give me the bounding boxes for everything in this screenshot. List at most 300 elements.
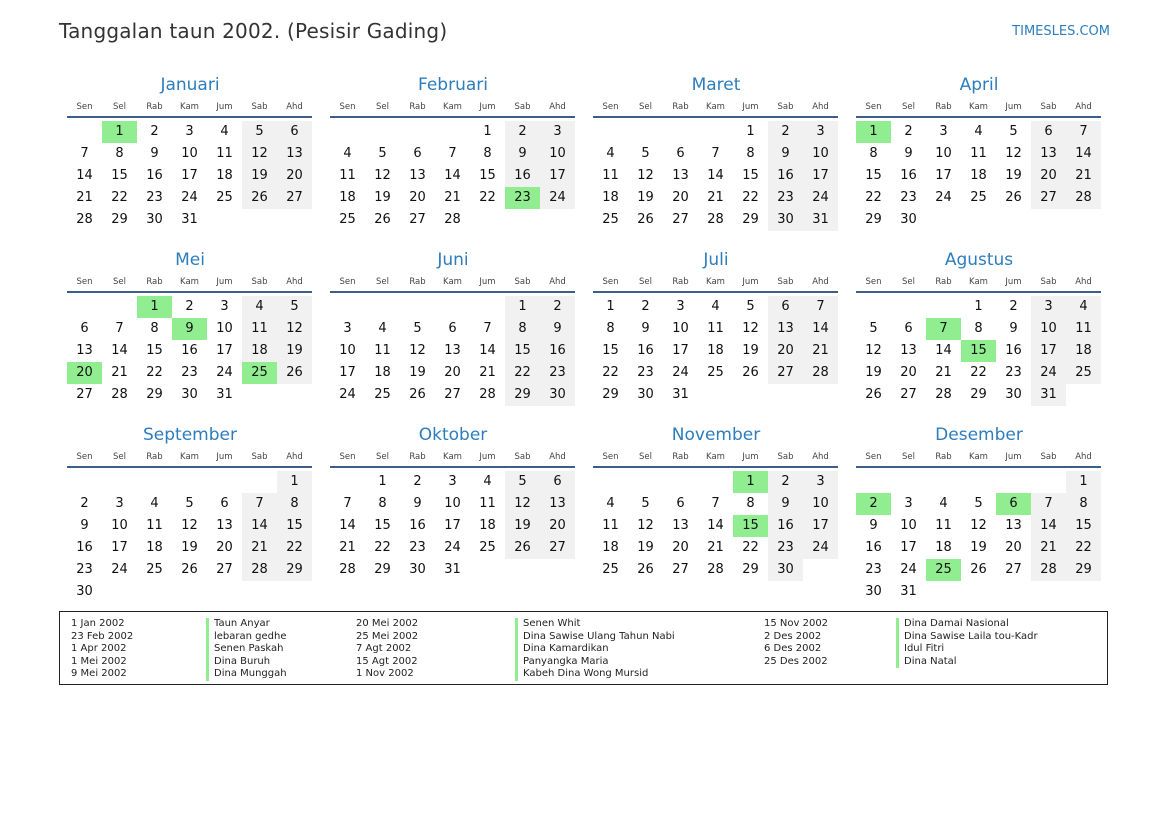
- day-cell: 11: [935, 518, 952, 533]
- day-cell: 26: [637, 562, 654, 577]
- empty-cell: [698, 471, 733, 493]
- day-cell: 27: [216, 562, 233, 577]
- day-cell: 3: [803, 471, 838, 493]
- day-cell: 30: [181, 387, 198, 402]
- day-cell: 4: [974, 124, 983, 139]
- day-cell: 14: [935, 343, 952, 358]
- day-cell: 20: [672, 540, 689, 555]
- weekday-label: Sen: [602, 277, 619, 287]
- day-cell: 9: [505, 143, 540, 165]
- day-cell: 8: [974, 321, 983, 336]
- brand-link[interactable]: TIMESLES.COM: [1012, 24, 1110, 39]
- day-cell: 11: [970, 146, 987, 161]
- day-cell: 4: [606, 146, 615, 161]
- weekday-header: [67, 98, 312, 118]
- day-cell: 2: [540, 296, 575, 318]
- holiday-day-cell: 25: [926, 559, 961, 581]
- holiday-day-cell: 23: [505, 187, 540, 209]
- day-cell: 7: [448, 146, 457, 161]
- weekday-header: [593, 448, 838, 468]
- day-cell: 24: [935, 190, 952, 205]
- day-cell: 16: [181, 343, 198, 358]
- weekday-label: Sab: [514, 277, 531, 287]
- days-grid: [593, 121, 838, 231]
- empty-cell: [891, 471, 926, 493]
- month-name: Agustus: [944, 250, 1014, 270]
- day-cell: 21: [707, 540, 724, 555]
- day-cell: 12: [970, 518, 987, 533]
- day-cell: 15: [277, 515, 312, 537]
- page-title: Tanggalan taun 2002. (Pesisir Gading): [59, 19, 448, 43]
- day-cell: 17: [900, 540, 917, 555]
- day-cell: 6: [413, 146, 422, 161]
- day-cell: 17: [181, 168, 198, 183]
- empty-cell: [67, 121, 102, 143]
- day-cell: 10: [181, 146, 198, 161]
- holiday-day-cell: 1: [856, 121, 891, 143]
- holiday-name: lebaran gedhe: [206, 631, 287, 644]
- day-cell: 15: [479, 168, 496, 183]
- weekday-label: Sen: [339, 277, 356, 287]
- holiday-date: 1 Nov 2002: [356, 668, 414, 679]
- weekday-label: Sab: [251, 452, 268, 462]
- day-cell: 21: [339, 540, 356, 555]
- day-cell: 4: [150, 496, 159, 511]
- day-cell: 12: [637, 168, 654, 183]
- day-cell: 4: [939, 496, 948, 511]
- day-cell: 14: [339, 518, 356, 533]
- empty-cell: [172, 471, 207, 493]
- month-maret: [593, 72, 839, 247]
- day-cell: 24: [672, 365, 689, 380]
- weekday-label: Sen: [339, 452, 356, 462]
- day-cell: 10: [444, 496, 461, 511]
- day-cell: 19: [181, 540, 198, 555]
- holiday-name: Dina Damai Nasional: [896, 618, 1038, 631]
- day-cell: 5: [1009, 124, 1018, 139]
- days-grid: [330, 121, 575, 231]
- day-cell: 1: [1066, 471, 1101, 493]
- day-cell: 28: [444, 212, 461, 227]
- day-cell: 8: [505, 318, 540, 340]
- day-cell: 3: [904, 496, 913, 511]
- day-cell: 22: [277, 537, 312, 559]
- day-cell: 1: [974, 299, 983, 314]
- day-cell: 13: [1005, 518, 1022, 533]
- day-cell: 14: [803, 318, 838, 340]
- day-cell: 23: [540, 362, 575, 384]
- weekday-label: Ahd: [812, 277, 829, 287]
- day-cell: 11: [374, 343, 391, 358]
- day-cell: 6: [1031, 121, 1066, 143]
- weekday-label: Kam: [706, 102, 725, 112]
- holiday-day-cell: 1: [733, 471, 768, 493]
- day-cell: 28: [1066, 187, 1101, 209]
- day-cell: 28: [803, 362, 838, 384]
- day-cell: 7: [242, 493, 277, 515]
- day-cell: 31: [1031, 384, 1066, 406]
- weekday-label: Rab: [409, 102, 426, 112]
- day-cell: 19: [1005, 168, 1022, 183]
- holiday-date: 25 Des 2002: [764, 655, 828, 667]
- month-name: Januari: [160, 75, 220, 95]
- day-cell: 19: [242, 165, 277, 187]
- weekday-label: Jum: [742, 277, 759, 287]
- weekday-label: Sel: [376, 277, 389, 287]
- holiday-name: Senen Paskah: [206, 643, 287, 656]
- holiday-date: 1 Apr 2002: [71, 643, 127, 654]
- weekday-label: Rab: [672, 452, 689, 462]
- day-cell: 22: [865, 190, 882, 205]
- weekday-label: Kam: [969, 277, 988, 287]
- day-cell: 4: [606, 496, 615, 511]
- day-cell: 21: [479, 365, 496, 380]
- day-cell: 16: [865, 540, 882, 555]
- day-cell: 24: [900, 562, 917, 577]
- day-cell: 13: [900, 343, 917, 358]
- day-cell: 8: [150, 321, 159, 336]
- day-cell: 2: [904, 124, 913, 139]
- empty-cell: [330, 471, 365, 493]
- empty-cell: [593, 121, 628, 143]
- day-cell: 26: [277, 362, 312, 384]
- day-cell: 12: [1005, 146, 1022, 161]
- day-cell: 8: [606, 321, 615, 336]
- day-cell: 7: [483, 321, 492, 336]
- holiday-day-cell: 15: [961, 340, 996, 362]
- weekday-label: Ahd: [286, 452, 303, 462]
- day-cell: 30: [76, 584, 93, 599]
- day-cell: 30: [768, 209, 803, 231]
- day-cell: 30: [1005, 387, 1022, 402]
- weekday-label: Sel: [113, 277, 126, 287]
- day-cell: 4: [220, 124, 229, 139]
- day-cell: 17: [540, 165, 575, 187]
- day-cell: 15: [742, 168, 759, 183]
- day-cell: 23: [181, 365, 198, 380]
- day-cell: 18: [339, 190, 356, 205]
- day-cell: 31: [803, 209, 838, 231]
- weekday-label: Sel: [902, 102, 915, 112]
- day-cell: 11: [1066, 318, 1101, 340]
- holiday-date: 20 Mei 2002: [356, 618, 419, 629]
- day-cell: 20: [277, 165, 312, 187]
- holiday-dates-column: [71, 618, 133, 681]
- day-cell: 20: [216, 540, 233, 555]
- day-cell: 19: [637, 190, 654, 205]
- day-cell: 18: [216, 168, 233, 183]
- day-cell: 13: [540, 493, 575, 515]
- weekday-label: Rab: [672, 277, 689, 287]
- day-cell: 26: [970, 562, 987, 577]
- day-cell: 17: [803, 165, 838, 187]
- weekday-label: Sen: [865, 102, 882, 112]
- day-cell: 29: [1066, 559, 1101, 581]
- day-cell: 23: [768, 187, 803, 209]
- day-cell: 21: [242, 537, 277, 559]
- day-cell: 7: [711, 146, 720, 161]
- holiday-date: 2 Des 2002: [764, 630, 822, 642]
- empty-cell: [996, 471, 1031, 493]
- weekday-label: Sab: [777, 277, 794, 287]
- day-cell: 17: [803, 515, 838, 537]
- empty-cell: [1031, 471, 1066, 493]
- day-cell: 13: [216, 518, 233, 533]
- day-cell: 30: [637, 387, 654, 402]
- holiday-name: Dina Buruh: [206, 656, 287, 669]
- day-cell: 5: [641, 496, 650, 511]
- weekday-header: [593, 98, 838, 118]
- month-april: [856, 72, 1102, 247]
- day-cell: 17: [339, 365, 356, 380]
- day-cell: 28: [339, 562, 356, 577]
- day-cell: 26: [637, 212, 654, 227]
- holiday-date: 9 Mei 2002: [71, 668, 127, 679]
- day-cell: 18: [146, 540, 163, 555]
- day-cell: 27: [672, 562, 689, 577]
- empty-cell: [435, 296, 470, 318]
- weekday-label: Ahd: [549, 102, 566, 112]
- day-cell: 5: [242, 121, 277, 143]
- day-cell: 6: [277, 121, 312, 143]
- weekday-header: [856, 98, 1101, 118]
- day-cell: 10: [216, 321, 233, 336]
- weekday-header: [856, 273, 1101, 293]
- holiday-day-cell: 15: [733, 515, 768, 537]
- day-cell: 19: [637, 540, 654, 555]
- day-cell: 26: [242, 187, 277, 209]
- day-cell: 9: [869, 518, 878, 533]
- month-name: November: [671, 425, 761, 445]
- days-grid: [330, 296, 575, 406]
- day-cell: 10: [1031, 318, 1066, 340]
- day-cell: 23: [146, 190, 163, 205]
- weekday-label: Kam: [969, 102, 988, 112]
- day-cell: 27: [900, 387, 917, 402]
- holiday-name: Taun Anyar: [206, 618, 287, 631]
- weekday-header: [856, 448, 1101, 468]
- weekday-label: Sen: [865, 277, 882, 287]
- day-cell: 16: [409, 518, 426, 533]
- weekday-label: Kam: [443, 277, 462, 287]
- day-cell: 19: [277, 340, 312, 362]
- weekday-label: Sab: [1040, 102, 1057, 112]
- day-cell: 31: [216, 387, 233, 402]
- weekday-label: Sab: [514, 102, 531, 112]
- weekday-label: Sab: [514, 452, 531, 462]
- day-cell: 5: [746, 299, 755, 314]
- day-cell: 5: [277, 296, 312, 318]
- day-cell: 24: [216, 365, 233, 380]
- day-cell: 16: [540, 340, 575, 362]
- month-name: Desember: [935, 425, 1023, 445]
- day-cell: 25: [216, 190, 233, 205]
- holiday-name: Panyangka Maria: [515, 656, 675, 669]
- day-cell: 10: [935, 146, 952, 161]
- day-cell: 5: [185, 496, 194, 511]
- day-cell: 25: [479, 540, 496, 555]
- day-cell: 7: [1066, 121, 1101, 143]
- holiday-name: Dina Kamardikan: [515, 643, 675, 656]
- day-cell: 11: [146, 518, 163, 533]
- day-cell: 25: [146, 562, 163, 577]
- weekday-label: Sel: [376, 102, 389, 112]
- day-cell: 21: [444, 190, 461, 205]
- day-cell: 15: [865, 168, 882, 183]
- day-cell: 29: [742, 562, 759, 577]
- empty-cell: [67, 296, 102, 318]
- day-cell: 12: [865, 343, 882, 358]
- day-cell: 29: [111, 212, 128, 227]
- day-cell: 27: [409, 212, 426, 227]
- day-cell: 16: [768, 515, 803, 537]
- weekday-label: Sen: [76, 277, 93, 287]
- day-cell: 6: [768, 296, 803, 318]
- day-cell: 21: [76, 190, 93, 205]
- day-cell: 10: [111, 518, 128, 533]
- day-cell: 13: [409, 168, 426, 183]
- day-cell: 24: [803, 187, 838, 209]
- day-cell: 1: [746, 124, 755, 139]
- day-cell: 14: [111, 343, 128, 358]
- day-cell: 26: [742, 365, 759, 380]
- day-cell: 8: [483, 146, 492, 161]
- day-cell: 28: [242, 559, 277, 581]
- day-cell: 18: [935, 540, 952, 555]
- day-cell: 14: [242, 515, 277, 537]
- weekday-label: Sab: [777, 102, 794, 112]
- day-cell: 21: [935, 365, 952, 380]
- month-name: Mei: [175, 250, 205, 270]
- empty-cell: [330, 296, 365, 318]
- day-cell: 24: [181, 190, 198, 205]
- empty-cell: [663, 121, 698, 143]
- day-cell: 29: [146, 387, 163, 402]
- weekday-label: Kam: [706, 277, 725, 287]
- day-cell: 18: [374, 365, 391, 380]
- holiday-date: 6 Des 2002: [764, 643, 822, 654]
- day-cell: 29: [742, 212, 759, 227]
- day-cell: 2: [80, 496, 89, 511]
- month-name: September: [143, 425, 237, 445]
- day-cell: 13: [672, 168, 689, 183]
- day-cell: 25: [1066, 362, 1101, 384]
- day-cell: 7: [115, 321, 124, 336]
- day-cell: 5: [378, 146, 387, 161]
- day-cell: 26: [181, 562, 198, 577]
- weekday-label: Ahd: [549, 277, 566, 287]
- day-cell: 24: [803, 537, 838, 559]
- day-cell: 5: [869, 321, 878, 336]
- weekday-label: Sab: [251, 277, 268, 287]
- day-cell: 2: [505, 121, 540, 143]
- days-grid: [856, 471, 1101, 603]
- weekday-label: Rab: [935, 452, 952, 462]
- day-cell: 28: [76, 212, 93, 227]
- day-cell: 14: [76, 168, 93, 183]
- day-cell: 9: [413, 496, 422, 511]
- weekday-label: Kam: [180, 452, 199, 462]
- day-cell: 22: [970, 365, 987, 380]
- weekday-label: Sel: [113, 102, 126, 112]
- day-cell: 27: [1031, 187, 1066, 209]
- day-cell: 26: [1005, 190, 1022, 205]
- weekday-label: Jum: [742, 452, 759, 462]
- weekday-label: Kam: [969, 452, 988, 462]
- holiday-list: [59, 611, 1108, 685]
- day-cell: 2: [185, 299, 194, 314]
- days-grid: [67, 296, 312, 406]
- day-cell: 10: [803, 493, 838, 515]
- day-cell: 19: [409, 365, 426, 380]
- empty-cell: [926, 471, 961, 493]
- weekday-label: Jum: [1005, 452, 1022, 462]
- empty-cell: [628, 471, 663, 493]
- weekday-label: Sel: [639, 452, 652, 462]
- day-cell: 24: [1031, 362, 1066, 384]
- day-cell: 20: [1031, 165, 1066, 187]
- weekday-label: Ahd: [1075, 102, 1092, 112]
- day-cell: 24: [111, 562, 128, 577]
- day-cell: 9: [540, 318, 575, 340]
- day-cell: 18: [602, 190, 619, 205]
- day-cell: 13: [1031, 143, 1066, 165]
- day-cell: 21: [1031, 537, 1066, 559]
- day-cell: 31: [900, 584, 917, 599]
- day-cell: 4: [483, 474, 492, 489]
- day-cell: 20: [444, 365, 461, 380]
- day-cell: 4: [711, 299, 720, 314]
- day-cell: 26: [409, 387, 426, 402]
- weekday-label: Jum: [479, 452, 496, 462]
- day-cell: 30: [540, 384, 575, 406]
- day-cell: 20: [672, 190, 689, 205]
- day-cell: 11: [602, 518, 619, 533]
- day-cell: 25: [602, 212, 619, 227]
- holiday-date: 1 Mei 2002: [71, 655, 127, 667]
- day-cell: 12: [637, 518, 654, 533]
- day-cell: 24: [540, 187, 575, 209]
- day-cell: 3: [448, 474, 457, 489]
- day-cell: 6: [904, 321, 913, 336]
- day-cell: 30: [900, 212, 917, 227]
- day-cell: 22: [374, 540, 391, 555]
- day-cell: 3: [185, 124, 194, 139]
- weekday-label: Sel: [113, 452, 126, 462]
- day-cell: 31: [672, 387, 689, 402]
- weekday-label: Sel: [902, 452, 915, 462]
- empty-cell: [891, 296, 926, 318]
- day-cell: 5: [641, 146, 650, 161]
- weekday-label: Sen: [602, 452, 619, 462]
- day-cell: 16: [768, 165, 803, 187]
- day-cell: 6: [676, 496, 685, 511]
- weekday-label: Ahd: [812, 452, 829, 462]
- day-cell: 14: [707, 518, 724, 533]
- holiday-date: 15 Nov 2002: [764, 618, 829, 629]
- day-cell: 4: [378, 321, 387, 336]
- day-cell: 9: [641, 321, 650, 336]
- day-cell: 26: [865, 387, 882, 402]
- empty-cell: [961, 471, 996, 493]
- day-cell: 20: [768, 340, 803, 362]
- weekday-label: Sel: [639, 102, 652, 112]
- weekday-label: Ahd: [1075, 452, 1092, 462]
- holiday-day-cell: 25: [242, 362, 277, 384]
- day-cell: 13: [768, 318, 803, 340]
- day-cell: 30: [768, 559, 803, 581]
- day-cell: 15: [111, 168, 128, 183]
